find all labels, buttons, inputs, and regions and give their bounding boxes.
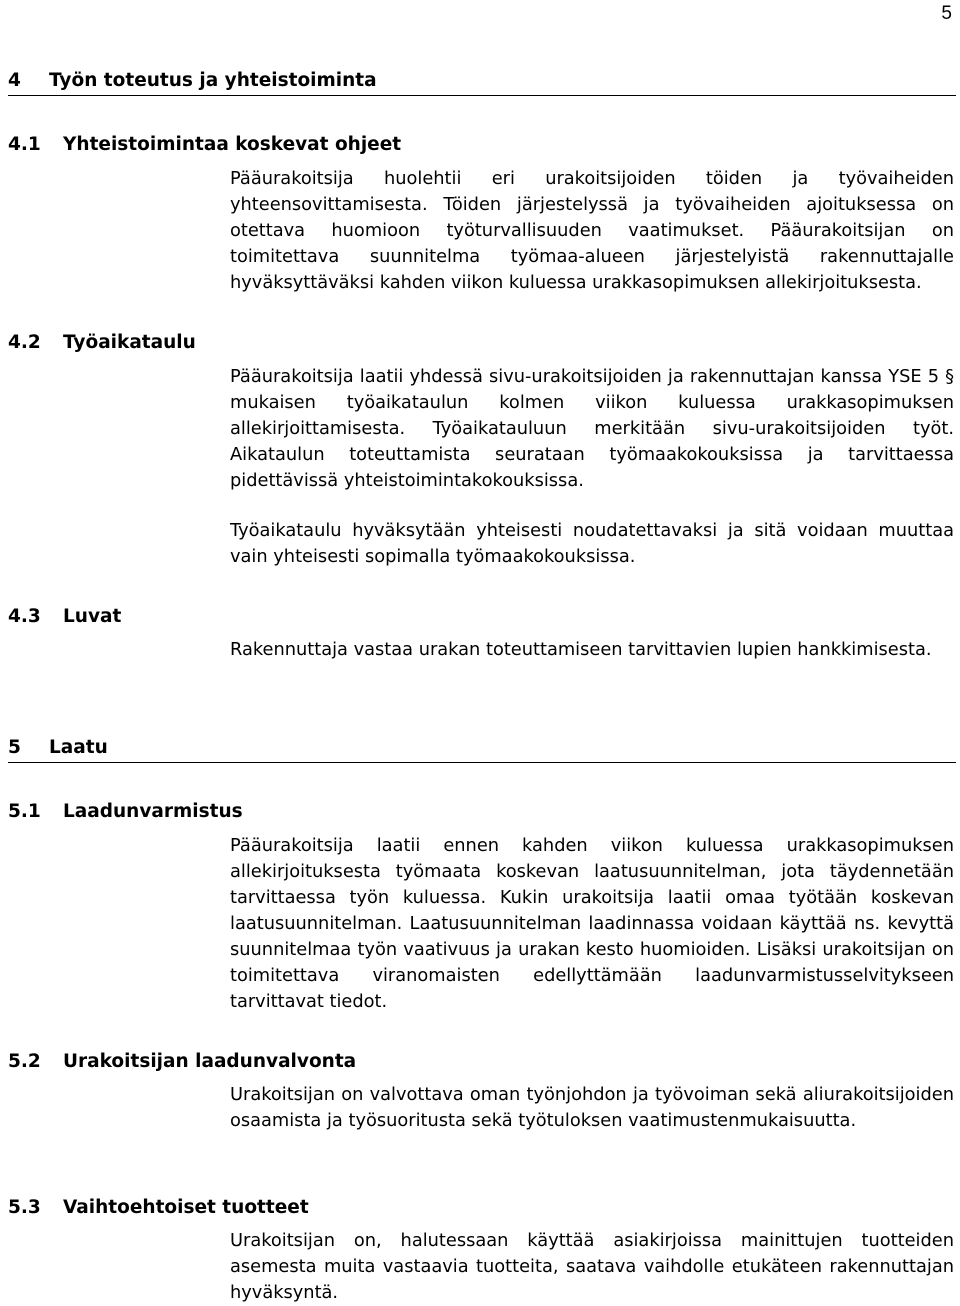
section-number: 4.2	[8, 332, 41, 353]
section-number: 5.1	[8, 801, 41, 822]
section-number: 4.3	[8, 606, 41, 627]
heading-section-4-3	[8, 606, 121, 627]
section-title: Urakoitsijan laadunvalvonta	[63, 1051, 357, 1072]
heading-section-4-1	[8, 134, 401, 155]
section-title: Laadunvarmistus	[63, 801, 243, 822]
heading-section-5	[8, 737, 956, 763]
heading-section-4-2	[8, 332, 196, 353]
section-title: Yhteistoimintaa koskevat ohjeet	[63, 134, 402, 155]
section-number: 4.1	[8, 134, 41, 155]
section-title: Työn toteutus ja yhteistoiminta	[49, 70, 377, 91]
paragraph-4-2-2: Työaikataulu hyväksytään yhteisesti noudatettavaksi ja sitä voidaan muuttaa vain yhteisesti sopimalla työmaakokouksissa.	[230, 520, 954, 567]
paragraph-4-2-1: Pääurakoitsija laatii yhdessä sivu-urakoitsijoiden ja rakennuttajan kanssa YSE 5 § mukaisen työaikataulun kolmen viikon kuluessa urakkasopimuksen allekirjoittamisesta. Työaikatauluun merkitään sivu-urakoitsijoiden työt. Aikataulun toteuttamista seurataan työmaakokouksissa ja tarvittaessa pidettävissä yhteistoimintakokouksissa.	[230, 366, 954, 491]
section-number: 5.2	[8, 1051, 41, 1072]
section-title: Vaihtoehtoiset tuotteet	[63, 1197, 309, 1218]
section-title: Työaikataulu	[63, 332, 196, 353]
section-title: Luvat	[63, 606, 122, 627]
page-number: 5	[941, 3, 952, 24]
heading-section-5-2	[8, 1051, 356, 1072]
section-number: 5	[8, 737, 21, 758]
section-number: 4	[8, 70, 21, 91]
paragraph-5-3-1: Urakoitsijan on, halutessaan käyttää asiakirjoissa mainittujen tuotteiden asemesta muita vastaavia tuotteita, saatava vaihdolle etukäteen rakennuttajan hyväksyntä.	[230, 1230, 954, 1303]
heading-section-4	[8, 70, 956, 96]
paragraph-4-1-1: Pääurakoitsija huolehtii eri urakoitsijoiden töiden ja työvaiheiden yhteensovittamisesta. Töiden järjestelyssä ja työvaiheiden ajoituksessa on otettava huomioon työturvallisuuden vaatimukset. Pääurakoitsijan on toimitettava suunnitelma työmaa-alueen järjestelyistä rakennuttajalle hyväksyttäväksi kahden viikon kuluessa urakkasopimuksen allekirjoituksesta.	[230, 168, 954, 293]
heading-section-5-1	[8, 801, 243, 822]
section-title: Laatu	[49, 737, 108, 758]
paragraph-5-2-1: Urakoitsijan on valvottava oman työnjohdon ja työvoiman sekä aliurakoitsijoiden osaamista ja työsuoritusta sekä työtuloksen vaatimustenmukaisuutta.	[230, 1084, 954, 1131]
paragraph-4-3-1: Rakennuttaja vastaa urakan toteuttamiseen tarvittavien lupien hankkimisesta.	[230, 639, 932, 660]
heading-section-5-3	[8, 1197, 309, 1218]
paragraph-5-1-1: Pääurakoitsija laatii ennen kahden viikon kuluessa urakkasopimuksen allekirjoituksesta työmaata koskevan laatusuunnitelman, jota täydennetään tarvittaessa työn kuluessa. Kukin urakoitsija laatii omaa työtään koskevan laatusuunnitelman. Laatusuunnitelman laadinnassa voidaan käyttää ns. kevyttä suunnitelmaa työn vaativuus ja urakan kesto huomioiden. Lisäksi urakoitsijan on toimitettava viranomaisten edellyttämään laadunvarmistusselvitykseen tarvittavat tiedot.	[230, 835, 954, 1012]
section-number: 5.3	[8, 1197, 41, 1218]
